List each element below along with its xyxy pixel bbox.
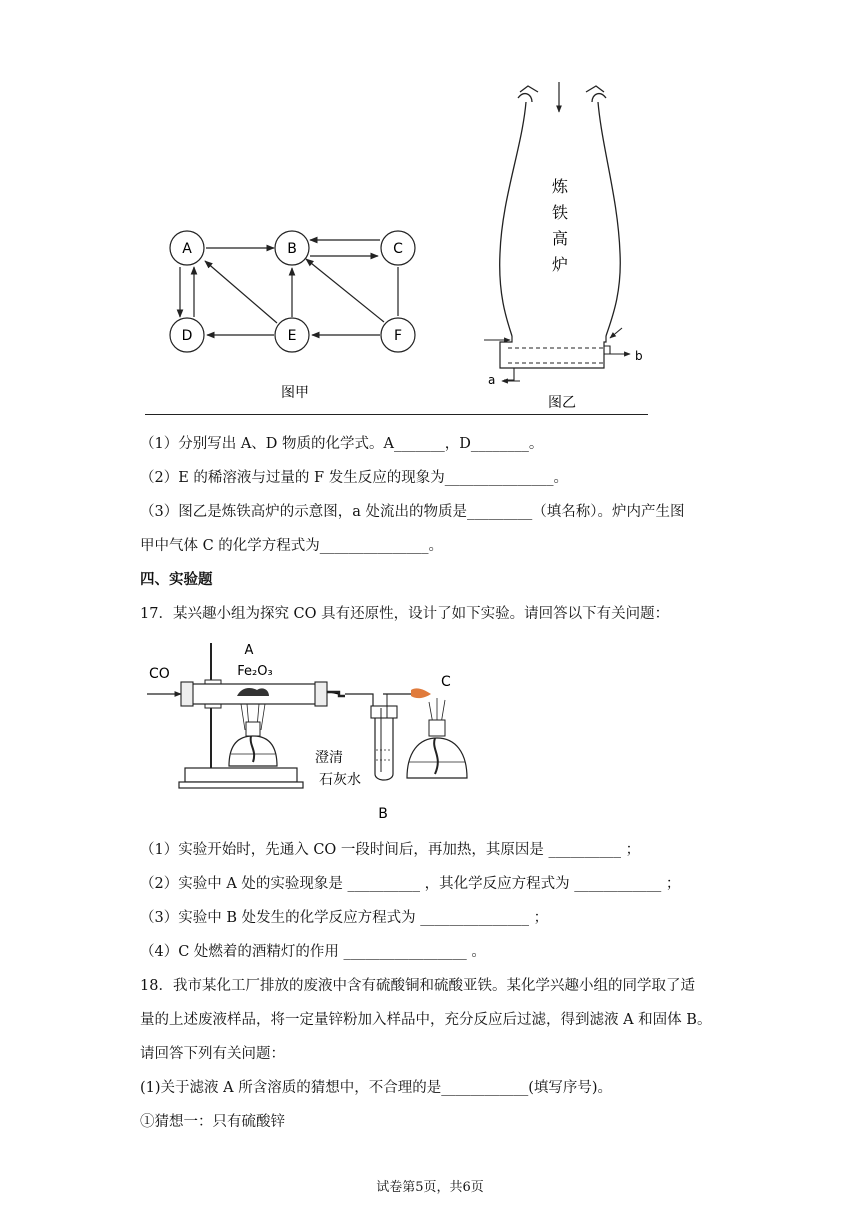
svg-text:C: C <box>393 241 403 257</box>
label-b-app: B <box>378 806 388 822</box>
svg-text:E: E <box>287 328 297 344</box>
q18-line2: 量的上述废液样品，将一定量锌粉加入样品中，充分反应后过滤，得到滤液 A 和固体 B。 <box>140 1012 712 1028</box>
label-b: b <box>635 349 643 363</box>
q17-part3: （3）实验中 B 处发生的化学反应方程式为 _______________ ； <box>140 910 549 926</box>
node-c <box>381 231 415 265</box>
furnace-wall-left <box>500 102 526 336</box>
q18-line1: 18．我市某化工厂排放的废液中含有硫酸铜和硫酸亚铁。某化学兴趣小组的同学取了适 <box>140 978 695 994</box>
node-e <box>275 318 309 352</box>
label-a-app: A <box>244 643 254 658</box>
q18-guess1: ①猜想一：只有硫酸锌 <box>140 1114 285 1130</box>
furnace-wall-right <box>598 102 620 336</box>
node-f <box>381 318 415 352</box>
q16-part2: （2）E 的稀溶液与过量的 F 发生反应的现象为_______________。 <box>140 470 568 486</box>
svg-text:F: F <box>393 328 403 344</box>
section-title: 四、实验题 <box>140 572 213 588</box>
label-limewater-2: 石灰水 <box>319 772 361 788</box>
q16-part1: （1）分别写出 A、D 物质的化学式。A_______，D________。 <box>140 436 544 452</box>
svg-text:D: D <box>181 328 193 344</box>
q17-part4: （4）C 处燃着的酒精灯的作用 _________________ 。 <box>140 944 486 960</box>
furnace-label-4: 炉 <box>551 255 569 274</box>
label-c-app: C <box>441 674 451 690</box>
svg-text:B: B <box>287 241 297 257</box>
svg-text:A: A <box>182 241 192 257</box>
node-b <box>275 231 309 265</box>
figure-jia-diagram <box>150 215 440 400</box>
edge-e-a <box>205 261 277 323</box>
node-a <box>170 231 204 265</box>
q17-apparatus-diagram <box>145 638 475 823</box>
figure-jia-caption: 图甲 <box>281 385 309 400</box>
page-footer: 试卷第5页，共6页 <box>376 1180 484 1195</box>
q17-stem: 17．某兴趣小组为探究 CO 具有还原性，设计了如下实验。请回答以下有关问题： <box>140 606 670 622</box>
q18-part1: (1)关于滤液 A 所含溶质的猜想中，不合理的是____________(填写序号)。 <box>140 1080 613 1096</box>
furnace-label-2: 铁 <box>551 203 569 222</box>
furnace-label-3: 高 <box>551 229 569 248</box>
label-fe2o3: Fe₂O₃ <box>237 664 273 679</box>
figure-divider <box>145 414 648 415</box>
node-d <box>170 318 204 352</box>
figure-yi-diagram <box>480 78 650 413</box>
edge-f-b <box>306 259 384 322</box>
figure-yi-caption: 图乙 <box>548 395 576 411</box>
label-a: a <box>488 373 496 387</box>
q16-part3-line1: （3）图乙是炼铁高炉的示意图，a 处流出的物质是_________（填名称）。炉内产生图 <box>140 504 685 520</box>
label-limewater-1: 澄清 <box>315 750 343 766</box>
furnace-label-1: 炼 <box>551 177 569 196</box>
q18-line3: 请回答下列有关问题： <box>140 1046 285 1062</box>
q17-part2: （2）实验中 A 处的实验现象是 __________ ，其化学反应方程式为 ____________ ； <box>140 876 681 892</box>
q16-part3-line2: 甲中气体 C 的化学方程式为_______________。 <box>140 538 444 554</box>
label-co: CO <box>149 666 170 682</box>
q17-part1: （1）实验开始时，先通入 CO 一段时间后，再加热，其原因是 __________ ； <box>140 842 641 858</box>
